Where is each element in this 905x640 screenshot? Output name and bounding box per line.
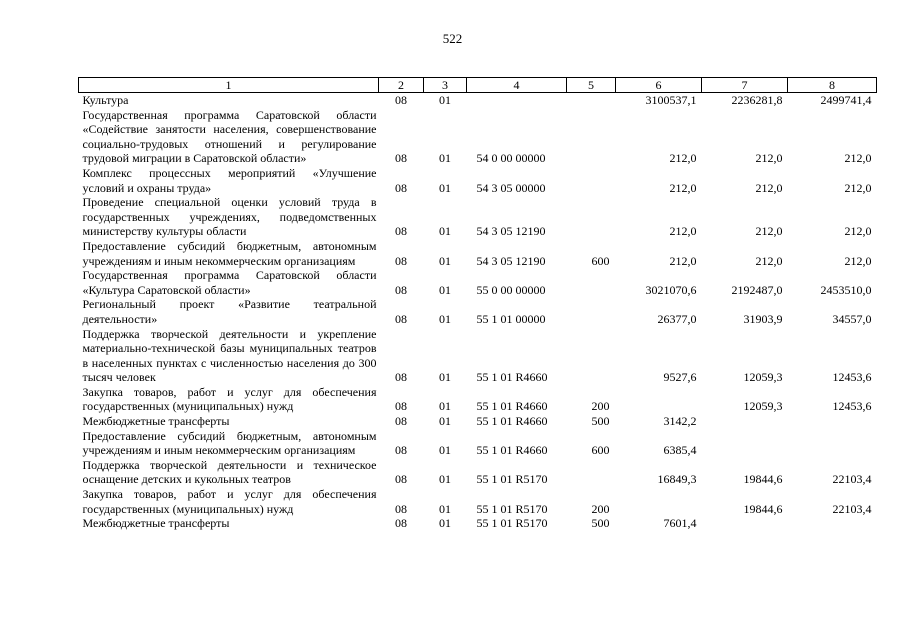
row-name: Государственная программа Саратовской области «Содействие занятости населения, совершенствование социально-трудовых отношений и регулирование трудовой миграции в Саратовской области» xyxy=(82,107,377,166)
row-name: Закупка товаров, работ и услуг для обеспечения государственных (муниципальных) нужд xyxy=(82,487,377,516)
row-name: Комплекс процессных мероприятий «Улучшение условий и охраны труда» xyxy=(82,165,377,195)
row-expense-type xyxy=(567,166,616,195)
row-amount-col7 xyxy=(702,414,788,429)
row-amount-col8: 212,0 xyxy=(844,151,872,166)
row-section-code: 08 xyxy=(395,151,407,166)
row-expense-type xyxy=(567,327,616,385)
table-row xyxy=(79,195,877,239)
row-target-article: 55 1 01 R4660 xyxy=(476,399,548,414)
page-number: 522 xyxy=(442,31,463,46)
row-expense-type xyxy=(567,458,616,487)
row-target-article: 54 3 05 00000 xyxy=(476,180,546,195)
row-amount-col8: 22103,4 xyxy=(832,472,872,487)
row-target-article: 55 1 01 R5170 xyxy=(476,501,548,516)
row-section-code: 08 xyxy=(395,311,407,326)
row-name: Закупка товаров, работ и услуг для обеспечения государственных (муниципальных) нужд xyxy=(82,384,377,414)
row-section-code: 08 xyxy=(395,443,407,458)
row-subsection-code: 01 xyxy=(439,370,451,385)
row-target-article: 55 1 01 R4660 xyxy=(476,443,548,458)
row-amount-col7 xyxy=(702,429,788,458)
header-col-5: 5 xyxy=(567,78,616,93)
table-row xyxy=(79,429,877,458)
table-row xyxy=(79,385,877,414)
row-expense-type xyxy=(567,195,616,239)
row-section-code: 08 xyxy=(395,516,407,531)
row-subsection-code: 01 xyxy=(439,414,451,429)
row-amount-col8: 34557,0 xyxy=(832,311,872,326)
row-name: Культура xyxy=(82,93,129,107)
row-expense-type: 600 xyxy=(591,443,610,458)
row-target-article: 55 0 00 00000 xyxy=(476,282,546,297)
table-row xyxy=(79,93,877,108)
row-amount-col6: 3100537,1 xyxy=(645,93,697,107)
row-amount-col6: 212,0 xyxy=(669,224,697,239)
row-amount-col8: 212,0 xyxy=(844,224,872,239)
row-amount-col6: 26377,0 xyxy=(657,311,697,326)
row-section-code: 08 xyxy=(395,224,407,239)
table-row xyxy=(79,327,877,385)
row-amount-col7: 2236281,8 xyxy=(731,93,783,107)
row-target-article: 54 3 05 12190 xyxy=(476,224,546,239)
row-amount-col7 xyxy=(702,516,788,531)
row-section-code: 08 xyxy=(395,180,407,195)
row-target-article: 55 1 01 R4660 xyxy=(476,370,548,385)
row-name: Государственная программа Саратовской области «Культура Саратовской области» xyxy=(82,268,377,297)
row-amount-col8: 2499741,4 xyxy=(820,93,872,107)
row-target-article: 54 3 05 12190 xyxy=(476,253,546,268)
table-row xyxy=(79,268,877,297)
row-amount-col7: 12059,3 xyxy=(743,399,783,414)
row-target-article: 55 1 01 00000 xyxy=(476,311,546,326)
row-expense-type xyxy=(567,108,616,166)
header-col-2: 2 xyxy=(379,78,424,93)
row-subsection-code: 01 xyxy=(439,399,451,414)
row-name: Предоставление субсидий бюджетным, автономным учреждениям и иным некоммерческим организациям xyxy=(82,238,377,268)
row-amount-col7: 212,0 xyxy=(755,253,783,268)
row-expense-type: 500 xyxy=(591,414,610,429)
row-amount-col7: 212,0 xyxy=(755,180,783,195)
row-amount-col8: 212,0 xyxy=(844,253,872,268)
row-amount-col6 xyxy=(616,385,702,414)
row-name: Межбюджетные трансферты xyxy=(82,516,230,531)
row-amount-col7: 212,0 xyxy=(755,224,783,239)
row-expense-type xyxy=(567,268,616,297)
row-subsection-code: 01 xyxy=(439,180,451,195)
row-name: Поддержка творческой деятельности и укрепление материально-технической базы муниципальных театров в населенных пунктах с численностью населения до 300 тысяч человек xyxy=(82,326,377,385)
row-target-article xyxy=(467,93,567,108)
row-name: Предоставление субсидий бюджетным, автономным учреждениям и иным некоммерческим организациям xyxy=(82,428,377,458)
row-expense-type: 500 xyxy=(591,516,610,531)
row-amount-col6: 3021070,6 xyxy=(645,282,697,297)
row-amount-col6: 212,0 xyxy=(669,151,697,166)
row-expense-type: 200 xyxy=(591,501,610,516)
row-subsection-code: 01 xyxy=(439,93,451,107)
row-amount-col6 xyxy=(616,487,702,516)
row-amount-col8: 2453510,0 xyxy=(820,282,872,297)
row-amount-col7: 12059,3 xyxy=(743,370,783,385)
header-col-3: 3 xyxy=(424,78,467,93)
row-amount-col8: 12453,6 xyxy=(832,370,872,385)
row-amount-col6: 16849,3 xyxy=(657,472,697,487)
row-target-article: 55 1 01 R5170 xyxy=(476,516,548,531)
table-row xyxy=(79,414,877,429)
row-name: Поддержка творческой деятельности и техническое оснащение детских и кукольных театров xyxy=(82,457,377,487)
header-col-1: 1 xyxy=(79,78,379,93)
row-section-code: 08 xyxy=(395,472,407,487)
row-section-code: 08 xyxy=(395,399,407,414)
row-expense-type: 200 xyxy=(591,399,610,414)
row-target-article: 55 1 01 R5170 xyxy=(476,472,548,487)
row-subsection-code: 01 xyxy=(439,516,451,531)
row-subsection-code: 01 xyxy=(439,443,451,458)
row-amount-col6: 3142,2 xyxy=(663,414,697,429)
row-amount-col6: 9527,6 xyxy=(663,370,697,385)
row-section-code: 08 xyxy=(395,370,407,385)
row-subsection-code: 01 xyxy=(439,311,451,326)
row-amount-col7: 19844,6 xyxy=(743,501,783,516)
row-name: Проведение специальной оценки условий труда в государственных учреждениях, подведомственных министерству культуры области xyxy=(82,195,377,239)
row-name: Региональный проект «Развитие театральной деятельности» xyxy=(82,297,377,326)
row-amount-col6: 7601,4 xyxy=(663,516,697,531)
row-amount-col6: 212,0 xyxy=(669,180,697,195)
row-amount-col7: 212,0 xyxy=(755,151,783,166)
row-subsection-code: 01 xyxy=(439,224,451,239)
table-body xyxy=(79,93,877,531)
row-amount-col6: 6385,4 xyxy=(663,443,697,458)
row-amount-col6: 212,0 xyxy=(669,253,697,268)
table-row xyxy=(79,239,877,268)
table-row xyxy=(79,458,877,487)
table-row xyxy=(79,108,877,166)
row-section-code: 08 xyxy=(395,501,407,516)
row-subsection-code: 01 xyxy=(439,151,451,166)
row-expense-type: 600 xyxy=(591,253,610,268)
row-target-article: 54 0 00 00000 xyxy=(476,151,546,166)
table-row xyxy=(79,487,877,516)
header-col-8: 8 xyxy=(788,78,877,93)
row-section-code: 08 xyxy=(395,282,407,297)
row-amount-col8 xyxy=(788,414,877,429)
table-row xyxy=(79,516,877,531)
row-subsection-code: 01 xyxy=(439,253,451,268)
header-row xyxy=(79,78,877,93)
budget-table xyxy=(78,77,877,531)
header-col-7: 7 xyxy=(702,78,788,93)
row-expense-type xyxy=(567,93,616,108)
row-amount-col7: 19844,6 xyxy=(743,472,783,487)
header-col-4: 4 xyxy=(467,78,567,93)
row-amount-col8: 22103,4 xyxy=(832,501,872,516)
row-amount-col8: 212,0 xyxy=(844,180,872,195)
row-target-article: 55 1 01 R4660 xyxy=(476,414,548,429)
table-row xyxy=(79,297,877,326)
row-subsection-code: 01 xyxy=(439,282,451,297)
row-amount-col8 xyxy=(788,516,877,531)
table-row xyxy=(79,166,877,195)
row-amount-col8: 12453,6 xyxy=(832,399,872,414)
header-col-6: 6 xyxy=(616,78,702,93)
row-amount-col8 xyxy=(788,429,877,458)
row-section-code: 08 xyxy=(395,93,407,107)
row-amount-col7: 2192487,0 xyxy=(731,282,783,297)
row-subsection-code: 01 xyxy=(439,501,451,516)
row-name: Межбюджетные трансферты xyxy=(82,414,230,429)
row-section-code: 08 xyxy=(395,253,407,268)
row-subsection-code: 01 xyxy=(439,472,451,487)
row-amount-col7: 31903,9 xyxy=(743,311,783,326)
row-section-code: 08 xyxy=(395,414,407,429)
row-expense-type xyxy=(567,297,616,326)
